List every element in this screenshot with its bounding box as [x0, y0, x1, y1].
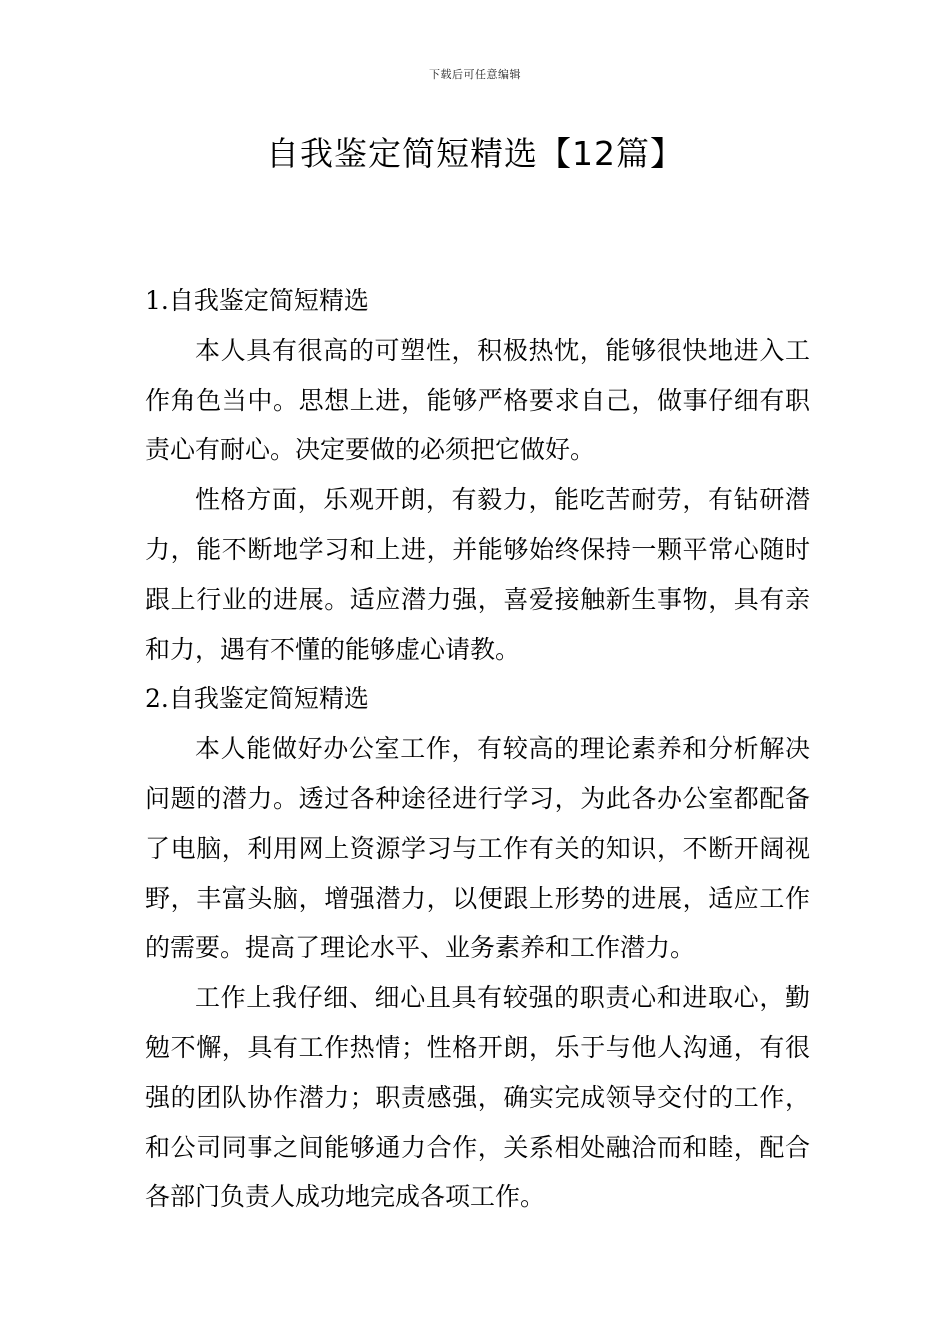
document-body — [145, 276, 810, 1222]
section-heading: 1.自我鉴定简短精选 — [145, 286, 369, 315]
section-heading: 2.自我鉴定简短精选 — [145, 684, 369, 714]
header-note: 下载后可任意编辑 — [429, 68, 521, 81]
paragraph: 性格方面，乐观开朗，有毅力，能吃苦耐劳，有钻研潜力，能不断地学习和上进，并能够始终保持一颗平常心随时跟上行业的进展。适应潜力强，喜爱接触新生事物，具有亲和力，遇有不懂的能够虚心请教。 — [145, 485, 810, 664]
paragraph: 工作上我仔细、细心且具有较强的职责心和进取心，勤勉不懈，具有工作热情；性格开朗，乐于与他人沟通，有很强的团队协作潜力；职责感强，确实完成领导交付的工作，和公司同事之间能够通力合作，关系相处融洽而和睦，配合各部门负责人成功地完成各项工作。 — [145, 983, 810, 1212]
paragraph: 本人具有很高的可塑性，积极热忱，能够很快地进入工作角色当中。思想上进，能够严格要求自己，做事仔细有职责心有耐心。决定要做的必须把它做好。 — [145, 335, 810, 465]
paragraph: 本人能做好办公室工作，有较高的理论素养和分析解决问题的潜力。透过各种途径进行学习，为此各办公室都配备了电脑，利用网上资源学习与工作有关的知识，不断开阔视野，丰富头脑，增强潜力，以便跟上形势的进展，适应工作的需要。提高了理论水平、业务素养和工作潜力。 — [145, 734, 810, 963]
document-title: 自我鉴定简短精选【12篇】 — [266, 134, 684, 173]
